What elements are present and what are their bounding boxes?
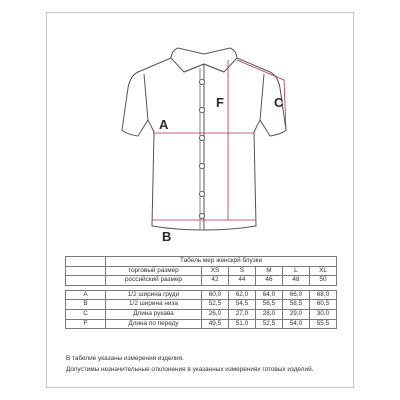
- measure-label-b: 1/2 ширина низа: [106, 300, 202, 310]
- button-1: [199, 79, 204, 84]
- table-row-trade-size: [66, 266, 337, 276]
- code-f: F: [66, 319, 106, 329]
- table-cell: 52,5: [201, 300, 228, 310]
- table-title: Табель мер женскрй блузки: [106, 257, 337, 267]
- footnote-2: Допустимы незначительные отклонения в указанных измерениях готовых изделий.: [66, 365, 314, 373]
- table-cell: 60,0: [201, 290, 228, 300]
- table-cell: 66,0: [282, 290, 309, 300]
- button-2: [199, 107, 204, 112]
- table-cell: 58,5: [282, 300, 309, 310]
- code-b: B: [66, 300, 106, 310]
- table-cell: 64,0: [255, 290, 282, 300]
- table-cell: 51,0: [228, 319, 255, 329]
- measure-label-c: Длина рукава: [106, 309, 202, 319]
- table-cell: 29,0: [282, 309, 309, 319]
- button-6: [199, 213, 204, 218]
- footnote-1: В табелие указаны измерения изделия.: [66, 355, 184, 362]
- blouse-sketch: [46, 12, 354, 252]
- table-corner-cell: [66, 257, 106, 267]
- size-m: M: [255, 266, 282, 276]
- table-cell: 62,0: [228, 290, 255, 300]
- trade-size-label: торговый размер: [106, 266, 202, 276]
- footnotes: [66, 354, 346, 375]
- table-cell: 55,5: [309, 319, 336, 329]
- code-c: C: [66, 309, 106, 319]
- table-cell: 49,5: [201, 319, 228, 329]
- table-cell: 56,5: [255, 300, 282, 310]
- table-row-russian-size: [66, 276, 337, 286]
- table-row-b: [66, 300, 337, 310]
- table-cell: 54,5: [228, 300, 255, 310]
- size-xl: XL: [309, 266, 336, 276]
- size-xs: XS: [201, 266, 228, 276]
- ru-size-48: 48: [282, 276, 309, 286]
- button-5: [199, 191, 204, 196]
- marker-c: C: [274, 95, 284, 110]
- table-cell: 26,0: [201, 309, 228, 319]
- table-cell: 54,0: [282, 319, 309, 329]
- left-armhole-seam: [144, 74, 148, 120]
- measure-label-f: Длина по переду: [106, 319, 202, 329]
- ru-size-44: 44: [228, 276, 255, 286]
- size-l: L: [282, 266, 309, 276]
- code-a: A: [66, 290, 106, 300]
- table-cell: 52,5: [255, 319, 282, 329]
- blouse-technical-drawing: [46, 12, 354, 252]
- table-cell: 30,0: [309, 309, 336, 319]
- size-s: S: [228, 266, 255, 276]
- measure-label-a: 1/2 ширина груди: [106, 290, 202, 300]
- marker-f: F: [216, 95, 224, 110]
- table-row-f: [66, 319, 337, 329]
- table-cell: 28,0: [255, 309, 282, 319]
- ru-size-42: 42: [201, 276, 228, 286]
- button-3: [199, 135, 204, 140]
- right-armhole-seam: [260, 74, 264, 120]
- ru-size-50: 50: [309, 276, 336, 286]
- table-row-a: [66, 290, 337, 300]
- size-chart-table: [65, 256, 337, 329]
- table-title-row: [66, 257, 337, 267]
- marker-b: B: [162, 229, 172, 244]
- table-cell: 60,5: [309, 300, 336, 310]
- russian-size-label: российский размер: [106, 276, 202, 286]
- table-cell: 68,0: [309, 290, 336, 300]
- table-cell: 27,0: [228, 309, 255, 319]
- table-row-c: [66, 309, 337, 319]
- measure-line-c-top: [237, 60, 284, 80]
- ru-size-46: 46: [255, 276, 282, 286]
- button-4: [199, 163, 204, 168]
- marker-a: A: [159, 117, 169, 132]
